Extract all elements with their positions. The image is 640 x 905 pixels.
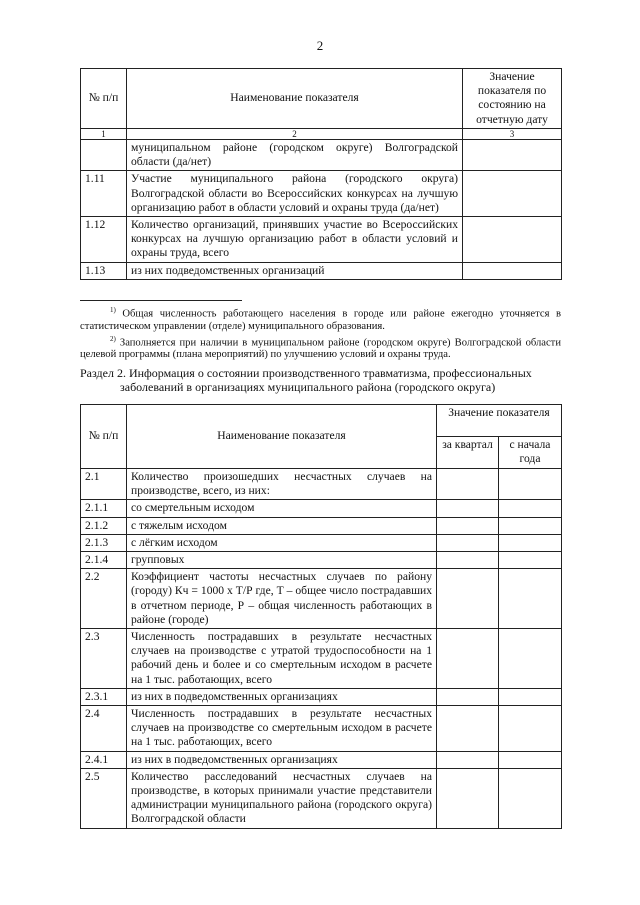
footnote-text: Заполняется при наличии в муниципальном районе (городском округе) Волгоградской области целевой программы (плана мероприятий) по улучшению условий и охраны труда. <box>80 337 561 361</box>
header-value: Значение показателя <box>437 405 562 437</box>
column-numbers-row <box>81 129 562 140</box>
row-num: 2.1.3 <box>81 534 127 551</box>
header-quarter: за квартал <box>437 437 499 469</box>
indicators-table-1 <box>80 68 562 280</box>
row-text: с лёгким исходом <box>127 534 437 551</box>
footnote-text: Общая численность работающего населения в городе или районе ежегодно уточняется в статистическом управлении (отделе) муниципального образования. <box>80 308 561 332</box>
table-row <box>81 629 562 689</box>
footnote-divider <box>80 300 242 301</box>
row-num: 2.2 <box>81 569 127 629</box>
row-text: со смертельным исходом <box>127 500 437 517</box>
col-number-2: 2 <box>127 129 463 140</box>
row-ytd <box>499 768 562 828</box>
row-ytd <box>499 552 562 569</box>
row-quarter <box>437 469 499 500</box>
row-ytd <box>499 706 562 752</box>
row-text: с тяжелым исходом <box>127 517 437 534</box>
row-text: из них подведомственных организаций <box>127 262 463 279</box>
header-value: Значение показателя по состоянию на отчетную дату <box>463 69 562 129</box>
table-row <box>81 217 562 263</box>
row-num: 2.1.4 <box>81 552 127 569</box>
indicators-table-2 <box>80 404 562 829</box>
row-ytd <box>499 469 562 500</box>
col-number-1: 1 <box>81 129 127 140</box>
row-value <box>463 140 562 171</box>
row-quarter <box>437 751 499 768</box>
row-ytd <box>499 517 562 534</box>
row-quarter <box>437 517 499 534</box>
row-value <box>463 171 562 217</box>
row-text: Коэффициент частоты несчастных случаев по району (городу) Кч = 1000 х Т/Р где, Т – общее число пострадавших в отчетном периоде, Р – общая численность работающих в районе (городе) <box>127 569 437 629</box>
row-num: 1.12 <box>81 217 127 263</box>
row-num: 1.13 <box>81 262 127 279</box>
row-num: 1.11 <box>81 171 127 217</box>
table-row <box>81 569 562 629</box>
row-quarter <box>437 500 499 517</box>
footnote-mark: 2) <box>110 334 116 343</box>
table-row <box>81 262 562 279</box>
row-text: Участие муниципального района (городского округа) Волгоградской области во Всероссийских конкурсах на лучшую организацию работ в области условий и охраны труда (да/нет) <box>127 171 463 217</box>
table-row <box>81 706 562 752</box>
row-text: Количество расследований несчастных случаев на производстве, в которых принимали участие представители администрации муниципального района (городского округа) Волгоградской области <box>127 768 437 828</box>
row-quarter <box>437 688 499 705</box>
row-num: 2.4.1 <box>81 751 127 768</box>
row-num: 2.4 <box>81 706 127 752</box>
row-text: Количество произошедших несчастных случаев на производстве, всего, из них: <box>127 469 437 500</box>
header-num: № п/п <box>81 69 127 129</box>
row-ytd <box>499 751 562 768</box>
row-num <box>81 140 127 171</box>
footnote-mark: 1) <box>110 306 116 314</box>
row-value <box>463 262 562 279</box>
section-title-line-1: Раздел 2. Информация о состоянии производственного травматизма, профессиональных <box>80 366 532 380</box>
table-row <box>81 517 562 534</box>
header-num: № п/п <box>81 405 127 469</box>
row-num: 2.1.1 <box>81 500 127 517</box>
row-num: 2.3.1 <box>81 688 127 705</box>
section-2-title <box>80 366 561 394</box>
table-row <box>81 768 562 828</box>
header-name: Наименование показателя <box>127 69 463 129</box>
row-ytd <box>499 688 562 705</box>
row-text: групповых <box>127 552 437 569</box>
row-ytd <box>499 629 562 689</box>
page-number: 2 <box>316 38 324 53</box>
table-row <box>81 552 562 569</box>
table-row <box>81 534 562 551</box>
col-number-3: 3 <box>463 129 562 140</box>
row-text: Количество организаций, принявших участие во Всероссийских конкурсах на лучшую организацию работ в области условий и охраны труда, всего <box>127 217 463 263</box>
row-num: 2.3 <box>81 629 127 689</box>
row-num: 2.5 <box>81 768 127 828</box>
row-text: Численность пострадавших в результате несчастных случаев на производстве со смертельным исходом в расчете на 1 тыс. работающих, всего <box>127 706 437 752</box>
row-quarter <box>437 706 499 752</box>
table-row <box>81 171 562 217</box>
row-ytd <box>499 569 562 629</box>
row-ytd <box>499 500 562 517</box>
footnote-2 <box>80 333 561 362</box>
row-num: 2.1 <box>81 469 127 500</box>
row-num: 2.1.2 <box>81 517 127 534</box>
row-quarter <box>437 629 499 689</box>
row-text: муниципальном районе (городском округе) Волгоградской области (да/нет) <box>127 140 463 171</box>
footnotes <box>80 300 561 361</box>
row-quarter <box>437 768 499 828</box>
header-ytd: с начала года <box>499 437 562 469</box>
section-title-line-2: заболеваний в организациях муниципального района (городского округа) <box>120 380 496 394</box>
table-row <box>81 688 562 705</box>
row-quarter <box>437 552 499 569</box>
row-quarter <box>437 569 499 629</box>
table-row <box>81 140 562 171</box>
row-quarter <box>437 534 499 551</box>
table-header-row <box>81 69 562 129</box>
footnote-1 <box>80 304 561 333</box>
row-ytd <box>499 534 562 551</box>
row-text: из них в подведомственных организациях <box>127 751 437 768</box>
header-name: Наименование показателя <box>127 405 437 469</box>
row-text: Численность пострадавших в результате несчастных случаев на производстве с утратой трудоспособности на 1 рабочий день и более и со смертельным исходом в расчете на 1 тыс. работающих, всего <box>127 629 437 689</box>
table-header-row <box>81 405 562 437</box>
table-row <box>81 469 562 500</box>
table-row <box>81 751 562 768</box>
row-value <box>463 217 562 263</box>
table-row <box>81 500 562 517</box>
row-text: из них в подведомственных организациях <box>127 688 437 705</box>
